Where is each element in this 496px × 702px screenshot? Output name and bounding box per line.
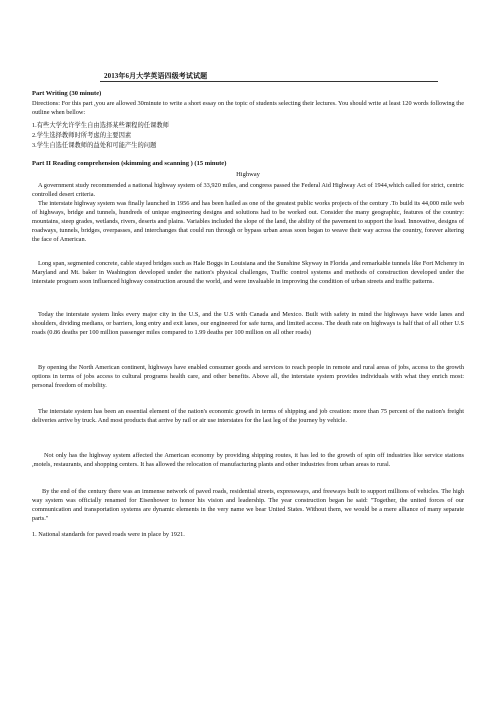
outline-item-2: 2.学生选择教师时所考虑的主要因素 <box>32 132 132 139</box>
paragraph-3: Long span, segmented concrete, cable stayed bridges such as Hale Boggs in Louisiana and the Sunshine Skyway in Florida ,and remarkable tunnels like Fort Mchenry in Maryland and Mt. baker in Washington developed under the nation's physical challenges, Traffic control systems and methods of construction developed under the interstate program soon influenced highway construction around the world, and were invaluable in improving the condition of urban streets and traffic patterns. <box>32 260 464 286</box>
paragraph-2: The interstate highway system was finally launched in 1956 and has been hailed as one of the greatest public works projects of the century .To build its 44,000 mile web of highways, bridge and tunnels, hundreds of unique engineering designs and solutions had to be worked out. Consider the many geographic, features of the country: mountains, steep grades, wetlands, rivers, deserts and plains. Variables included the slope of the land, the ability of the pavement to support the load. Innovative, designs of roadways, tunnels, bridges, overpasses, and interchanges that could run through or bypass urban areas soon began to weave their way across the country, forever altering the face of American. <box>32 200 464 244</box>
paragraph-5: By opening the North American continent, highways have enabled consumer goods and services to reach people in remote and rural areas of jobs, access to the growth options in terms of jobs access to cultural programs health care, and other benefits. Above all, the interstate system provides individuals with what they enrich most: personal freedom of mobility. <box>32 364 464 390</box>
paragraph-6: The interstate system has been an essential element of the nation's economic growth in terms of shipping and job creation: more than 75 percent of the nation's freight deliveries arrive by truck. And most products that arrive by rail or air use interstates for the last leg of the journey by vehicle. <box>32 408 464 425</box>
outline-item-1: 1.有些大学允许学生自由选择某些课程的任课教师 <box>32 122 169 129</box>
writing-section-heading: Part Writing (30 minute) <box>32 90 102 97</box>
document-title: 2013年6月大学英语四级考试试题 <box>104 72 208 80</box>
question-1: 1. National standards for paved roads were in place by 1921. <box>32 531 185 538</box>
paragraph-8: By the end of the century there was an immense network of paved roads, residential streets, expressways, and freeways built to support millions of vehicles. The high way system was officially renamed for Eisenhower to honor his vision and leadership. The year construction began he said: "Together, the united forces of our communication and transportation systems are dynamic elements in the very name we bear United States. Without them, we would be a mere alliance of many separate parts." <box>32 488 464 523</box>
reading-section-heading: Part II Reading comprehension (skimming and scanning ) (15 minute) <box>32 160 227 167</box>
title-underline <box>100 81 438 82</box>
paragraph-1: A government study recommended a national highway system of 33,920 miles, and congress passed the Federal Aid Highway Act of 1944,which called for strict, centric controlled desert criteria. <box>32 182 464 199</box>
outline-item-3: 3.学生自选任课教师的益处和可能产生的问题 <box>32 142 157 149</box>
writing-directions: Directions: For this part ,you are allowed 30minute to write a short essay on the topic of students selecting their lectures. You should write at least 120 words following the outline when bellow: <box>32 100 464 117</box>
paragraph-4: Today the interstate system links every major city in the U.S, and the U.S with Canada and Mexico. Built with safety in mind the highways have wide lanes and shoulders, dividing medians, or barriers, long entry and exit lanes, our engineered for safe turns, and limited access. The death rate on highways is half that of all other U.S roads (0.86 deaths per 100 million passenger miles compared to 1.99 deaths per 100 million on all other roads) <box>32 311 464 337</box>
passage-title: Highway <box>236 171 260 178</box>
paragraph-7: Not only has the highway system affected the American economy by providing shipping routes, it has led to the growth of spin off industries like service stations ,motels, restaurants, and shopping centers. It has allowed the relocation of manufacturing plants and other industries from urban areas to rural. <box>32 452 464 469</box>
